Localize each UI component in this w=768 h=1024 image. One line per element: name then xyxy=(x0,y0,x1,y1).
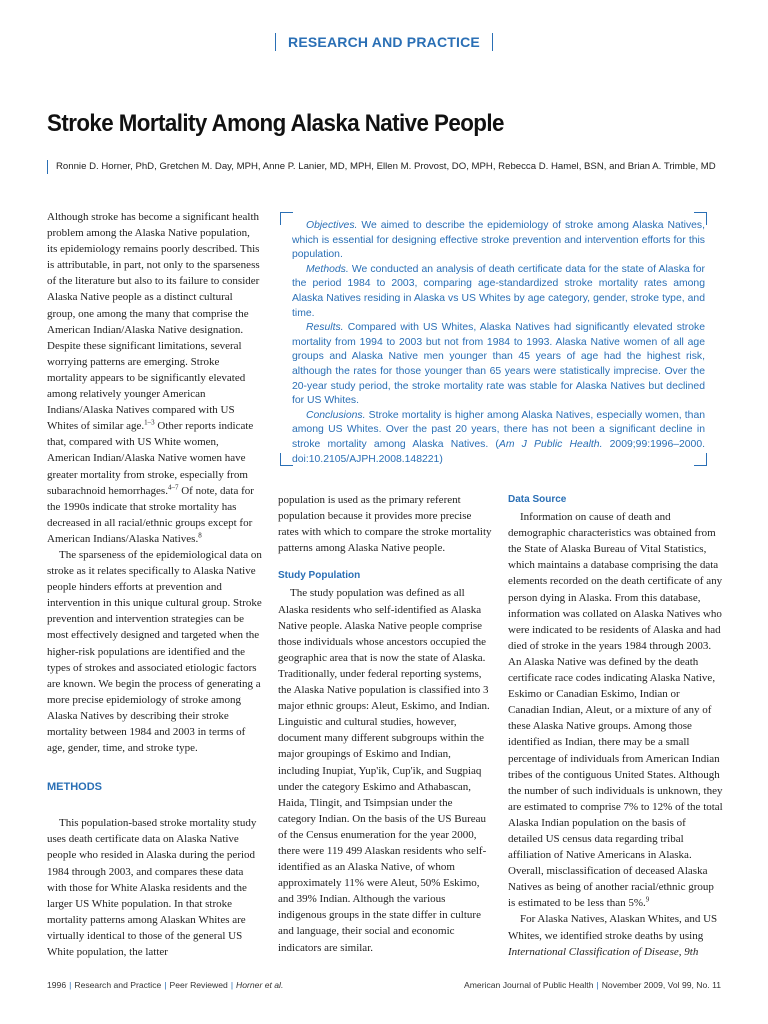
methods-paragraph: This population-based stroke mortality study uses death certificate data on Alaska Native people who resided in Alaska during the period 1984 through 2003, and compares these data with those for White Alaska residents and the larger US White population. In that stroke mortality patterns among Alaskan Whites are virtually identical to those of the general US White population, the latter xyxy=(47,817,257,959)
footer-right: American Journal of Public Health | November 2009, Vol 99, No. 11 xyxy=(464,980,721,990)
study-population-heading: Study Population xyxy=(278,570,361,582)
footer-left: 1996 | Research and Practice | Peer Reviewed | Horner et al. xyxy=(47,980,284,990)
methods-continued-paragraph: population is used as the primary referent population because it provides more precise rates with which to compare the stroke mortality patterns among Alaska Native people. xyxy=(278,494,492,555)
page-number: 1996 xyxy=(47,980,67,990)
footer-journal: American Journal of Public Health xyxy=(464,980,594,990)
footer-author: Horner et al. xyxy=(236,980,284,990)
footer-review: Peer Reviewed xyxy=(169,980,228,990)
footer-section: Research and Practice xyxy=(74,980,162,990)
column-2 xyxy=(278,492,492,956)
abstract-text xyxy=(292,219,705,467)
column-3 xyxy=(508,492,723,960)
column-1 xyxy=(47,209,262,960)
author-list: Ronnie D. Horner, PhD, Gretchen M. Day, MPH, Anne P. Lanier, MD, MPH, Ellen M. Provost, DO, MPH, Rebecca D. Hamel, BSN, and Brian A. Trimble, MD xyxy=(47,160,736,174)
data-source-heading: Data Source xyxy=(508,494,567,505)
abstract-objectives: Objectives. We aimed to describe the epidemiology of stroke among Alaska Natives, which is essential for designing effective stroke prevention and intervention efforts for this population. xyxy=(292,220,705,261)
abstract-methods: Methods. We conducted an analysis of death certificate data for the state of Alaska for the period 1984 to 2003, comparing age-standardized stroke mortality rates among Alaska Natives residing in Alaska vs US Whites by age category, gender, stroke type, and time. xyxy=(292,263,705,319)
data-source-paragraph-2: For Alaska Natives, Alaskan Whites, and US Whites, we identified stroke deaths by using International Classification of Disease, 9th xyxy=(508,913,718,958)
footer-issue: November 2009, Vol 99, No. 11 xyxy=(601,980,721,990)
section-banner-label: RESEARCH AND PRACTICE xyxy=(275,33,493,51)
study-population-paragraph: The study population was defined as all Alaska residents who self-identified as Alaska Native people. Alaska Native people comprise those individuals whose ancestors occupied the geographic area that is now the state of Alaska. Traditionally, under federal reporting systems, the Alaska Native population is classified into 3 major ethnic groups: Aleut, Eskimo, and Indian. Linguistic and cultural studies, however, document many different subgroups within the major groupings of Eskimo and Indian, including Inupiat, Yup'ik, Cup'ik, and Sugpiaq under the category Eskimo and Athabascan, Haida, Tlingit, and Tsimpsian under the category Indian. On the basis of the US Bureau of the Census enumeration for the year 2000, there were 119 499 Alaskan residents who self-identified as an Alaska Native, of whom approximately 11% were Aleut, 50% Eskimo, and 39% Indian. Although the various indigenous groups in the state differ in culture and language, their social and economic indicators are similar. xyxy=(278,587,490,954)
methods-heading: METHODS xyxy=(47,781,102,794)
section-banner xyxy=(0,33,768,52)
data-source-paragraph-1: Information on cause of death and demographic characteristics was obtained from the State of Alaska Bureau of Vital Statistics, which maintains a database comprising the data elements recorded on the death certificate of any person dying in Alaska. From this database, information was collated on Alaska Natives who were indicated to be residents of Alaska and had died of stroke in the years 1984 through 2003. An Alaska Native was defined by the death certificate race codes indicating Alaska Native, Eskimo or Canadian Eskimo, Indian or Canadian Indian, Aleut, or a mixture of any of these Alaska Native groups. Among those identified as Indian, there may be a small percentage of individuals from American Indian tribes of the contiguous United States. Although the number of such individuals is unknown, they are estimated to comprise 7% to 12% of the total Alaska Indian population on the basis of detailed US census data regarding tribal affiliation of Native Americans in Alaska. Overall, misclassification of deceased Alaska Natives as being of another racial/ethnic group is estimated to be less than 5%.$^9$ xyxy=(508,511,723,910)
intro-paragraph-2: The sparseness of the epidemiological data on stroke as it relates specifically to Alaska Native people hinders efforts at prevention and intervention in this unique cultural group. Stroke prevention and intervention strategies can be most effectively designed and targeted when the higher-risk populations are identified and the types of strokes and associated etiologic factors are known. We begin the process of generating a more precise epidemiology of stroke among Alaska Natives by describing their stroke mortality between 1984 and 2003 in terms of age, gender, time, and stroke type. xyxy=(47,548,262,755)
abstract-conclusions: Conclusions. Stroke mortality is higher among Alaska Natives, especially women, than among US Whites. Over the past 20 years, there has not been a significant decline in stroke mortality among Alaska Natives. (Am J Public Health. 2009;99:1996–2000. doi:10.2105/AJPH.2008.148221) xyxy=(292,409,705,465)
abstract-results: Results. Compared with US Whites, Alaska Natives had significantly elevated stroke mortality from 1994 to 2003 but not from 1984 to 1993. Alaska Native women of all age groups and Alaska Native men younger than 45 years of age had the highest risk, although the rates for those younger than 65 years were statistically imprecise. Over the 20-year study period, the stroke mortality rate was stable for Alaska Natives but declined for US Whites. xyxy=(292,322,706,407)
abstract-box xyxy=(280,212,707,466)
article-title: Stroke Mortality Among Alaska Native People xyxy=(47,110,504,137)
intro-paragraph-1: Although stroke has become a significant health problem among the Alaska Native population, its epidemiology remains poorly described. This is attributable, in part, not only to the sparseness of the literature but also to its failure to consider Alaska Native people as a distinct cultural group, one among the many that comprise the American Indian/Alaska Native designation. Despite these significant limitations, several worrying patterns are emerging. Stroke mortality appears to be significantly elevated among relatively younger American Indians/Alaska Natives compared with US Whites of similar age.$^{1-3}$ Other reports indicate that, compared with US White women, American Indian/Alaska Native women have greater mortality from stroke, especially from subarachnoid hemorrhages.$^{4-7}$ Of note, data for the 1990s indicate that stroke mortality has decreased in all racial/ethnic groups except for American Indians/Alaska Natives.$^8$ xyxy=(47,211,260,545)
